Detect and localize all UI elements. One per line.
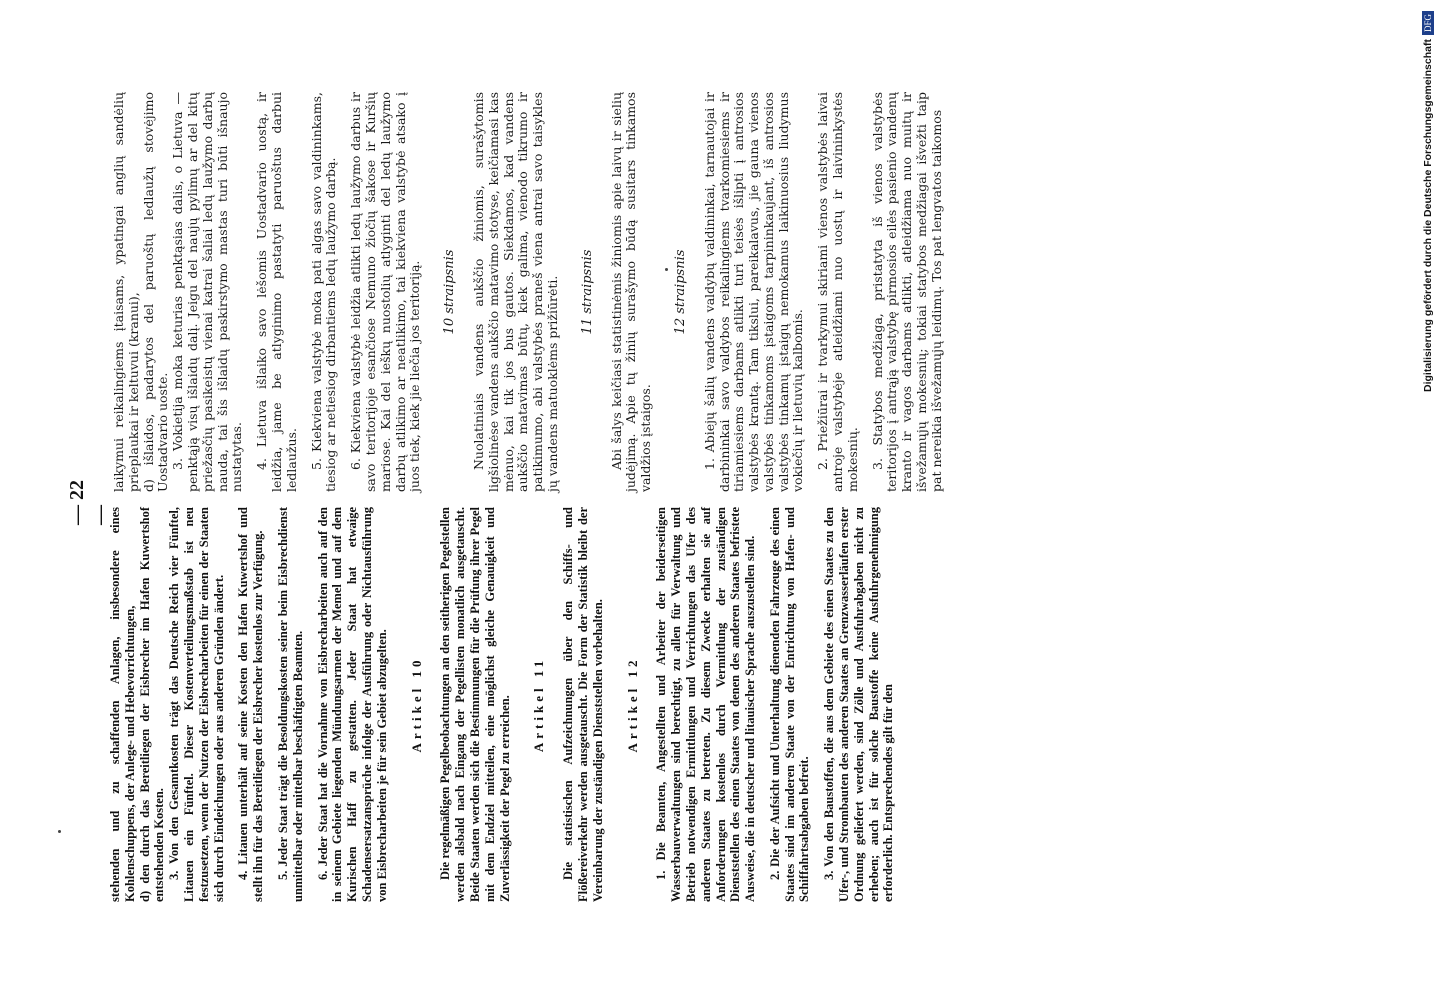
- article-10-heading-lt: 10 straipsnis: [442, 249, 458, 335]
- lt-paragraph: 3. Vokietija moka keturias penktąsias dalis, o Lietuva — penktąją visų išlaidų dalį. Jeigu del naujų pylimų ar del kitų priežasčių pasikeistų vienai katrai šaliai ledų laužymo darbų nauda, tai šis išlaidų paskirstymo mastas turi būti išnaujo nustatytas.: [170, 92, 245, 492]
- de-paragraph: Die statistischen Aufzeichnungen über den Schiffs- und Flößereiverkehr werden ausgetauscht. Die Form der Statistik bleibt der Vereinbarung der zuständigen Dienststellen vorbehalten.: [561, 507, 605, 902]
- de-paragraph: d) den durch das Bereitliegen der Eisbrecher im Hafen Kuwertshof entstehenden Kosten.: [137, 507, 167, 902]
- article-11-heading-lt: 11 straipsnis: [579, 249, 595, 335]
- de-paragraph: 1. Die Beamten, Angestellten und Arbeiter der beiderseitigen Wasserbauverwaltungen sind berechtigt, zu allen für Verwaltung und Betrieb notwendigen Ermittlungen und Verrichtungen das Ufer des anderen Staates zu betreten. Zu diesem Zwecke erhalten sie auf Anforderungen kostenlos durch Vermittlung der zuständigen Dienststellen des einen Staates von denen des anderen Staates befristete Ausweise, die in deutscher und litauischer Sprache auszustellen sind.: [654, 507, 758, 902]
- lt-paragraph: Nuolatiniais vandens aukščio žiniomis, surašytomis ligšiolinėse vandens aukščio matavimo stotyse, keičiamasi kas mėnuo, kai tik jos bus gautos. Siekdamos, kad vandens aukščio matavimas būtų, kiek galima, vienodo tikrumo ir patikimumo, abi valstybės praneš viena antrai savo taisykles jų vandens matuoklėms prižiūrėti.: [470, 92, 560, 492]
- de-paragraph: 3. Von den Gesamtkosten trägt das Deutsche Reich vier Fünftel, Litauen ein Fünftel. Dieser Kostenverteilungsmaßstab ist neu festzusetzen, wenn der Nutzen der Eisbrecharbeiten für einen der Staaten sich durch Eindeichungen oder aus anderen Gründen ändert.: [167, 507, 226, 902]
- lt-paragraph: d) išlaidos, padarytos del paruoštų ledlaužų stovėjimo Uostadvario uoste.: [140, 92, 171, 492]
- de-paragraph: stehenden und zu schaffenden Anlagen, insbesondere eines Kohlenschuppens, der Anlege- und Hebevorrichtungen,: [108, 507, 137, 902]
- lt-paragraph: 3. Statybos medžiaga, pristatyta iš vienos valstybės teritorijos į antrąją valstybę pirmosios eilės pasienio vandenų kranto ir vagos darbams atlikti, atleidžiama nuo muitų ir išvežamųjų mokesnių; tokiai statybos medžiagai išvežti taip pat nereikia išvežamųjų leidimų. Tos pat lengvatos taikomos: [869, 92, 944, 492]
- lt-paragraph: 2. Priežiūrai ir tvarkymui skiriami vienos valstybės laivai antroje valstybėje atleidžiami nuo uostų ir laivininkystės mokesnių.: [815, 92, 860, 492]
- de-paragraph: 6. Jeder Staat hat die Vornahme von Eisbrecharbeiten auch auf den in seinem Gebiete liegenden Mündungsarmen der Memel und auf dem Kurischen Haff zu gestatten. Jeder Staat hat etwaige Schadensersatzansprüche infolge der Ausführung oder Nichtausführung von Eisbrecharbeiten je für sein Gebiet abzugelten.: [315, 507, 389, 902]
- digitization-credit: Digitalisierung gefördert durch die Deutsche Forschungsgemeinschaft: [1422, 39, 1434, 392]
- article-11-heading-de: Artikel 11: [531, 656, 547, 753]
- de-paragraph: 2. Die der Aufsicht und Unterhaltung dienenden Fahrzeuge des einen Staates sind im anderen Staate von der Entrichtung von Hafen- und Schiffahrtsabgaben befreit.: [767, 507, 812, 902]
- speck: [58, 830, 61, 833]
- de-paragraph: 5. Jeder Staat trägt die Besoldungskosten seiner beim Eisbrechdienst unmittelbar oder mittelbar beschäftigten Beamten.: [275, 507, 305, 902]
- de-paragraph: Die regelmäßigen Pegelbeobachtungen an den seitherigen Pegelstellen werden alsbald nach Eingang der Pegellisten monatlich ausgetauscht. Beide Staaten werden sich die Bestimmungen für die Prüfung ihrer Pegel mit dem Endziel mitteilen, eine möglichst gleiche Genauigkeit und Zuverlässigkeit der Pegel zu erreichen.: [438, 507, 512, 902]
- lt-paragraph: 5. Kiekviena valstybė moka pati algas savo valdininkams, tiesiog ar netiesiog dirbantiems ledų laužymo darbą.: [308, 92, 339, 492]
- page-number: — 22 —: [66, 480, 111, 525]
- article-10-heading-de: Artikel 10: [408, 656, 424, 753]
- page-number-wrap: [66, 465, 111, 525]
- lt-paragraph: 6. Kiekviena valstybė leidžia atlikti ledų laužymo darbus ir savo teritorijoje esančiose Nemuno žiočių šakose ir Kuršių mariose. Kai del ieškų nuostolių atlyginti del ledų laužymo darbų atlikimo ar neatlikimo, tai kiekviena valstybė atsako į juos tiek, kiek jie liečia jos teritoriją.: [348, 92, 423, 492]
- lt-paragraph: 4. Lietuva išlaiko savo lėšomis Uostadvario uostą, ir leidžia, jame be atlyginimo pastatyti paruoštus darbui ledlaužus.: [254, 92, 299, 492]
- dfg-logo: DFG: [1422, 11, 1434, 35]
- german-column: [108, 507, 1268, 902]
- article-12-heading-lt: 12 straipsnis: [672, 249, 688, 335]
- de-paragraph: 4. Litauen unterhält auf seine Kosten den Hafen Kuwertshof und stellt ihn für das Bereitliegen der Eisbrecher kostenlos zur Verfügung.: [236, 507, 266, 902]
- lt-paragraph: laikymui reikalingiems įtaisams, ypatingai anglių sandėlių prieplaukai ir keltuvui (kranui),: [111, 92, 141, 492]
- de-paragraph: 3. Von den Baustoffen, die aus dem Gebiete des einen Staates zu den Ufer-, und Strombauten des anderen Staates an Grenzwasserläufen erster Ordnung geliefert werden, sind Zölle und Ausfuhrabgaben nicht zu erheben; auch ist für solche Baustoffe keine Ausfuhrgenehmigung erforderlich. Entsprechendes gilt für den: [822, 507, 896, 902]
- lithuanian-column: [112, 92, 1252, 492]
- article-12-heading-de: Artikel 12: [624, 656, 640, 753]
- lt-paragraph: 1. Abiejų šalių vandens valdybų valdininkai, tarnautojai ir darbininkai savo valdybos reikalingiems tvarkomiesiems ir tiriamiesiems darbams atlikti turi teisės išlipti į antrosios valstybės krantą. Tam tikslui, pareikalavus, jie gauna vienos valstybės tinkamoms įstaigoms tarpininkaujant, iš antrosios valstybės tinkamų įstaigų nemokamus laikinuosius liudymus vokiečių ir lietuvių kalbomis.: [701, 92, 806, 492]
- side-credit-wrap: [1418, 7, 1434, 392]
- lt-paragraph: Abi šalys keičiasi statistinėmis žiniomis apie laivų ir sielių judėjimą. Apie tų žinių surašymo būdą susitars tinkamos valdžios įstaigos.: [608, 92, 654, 492]
